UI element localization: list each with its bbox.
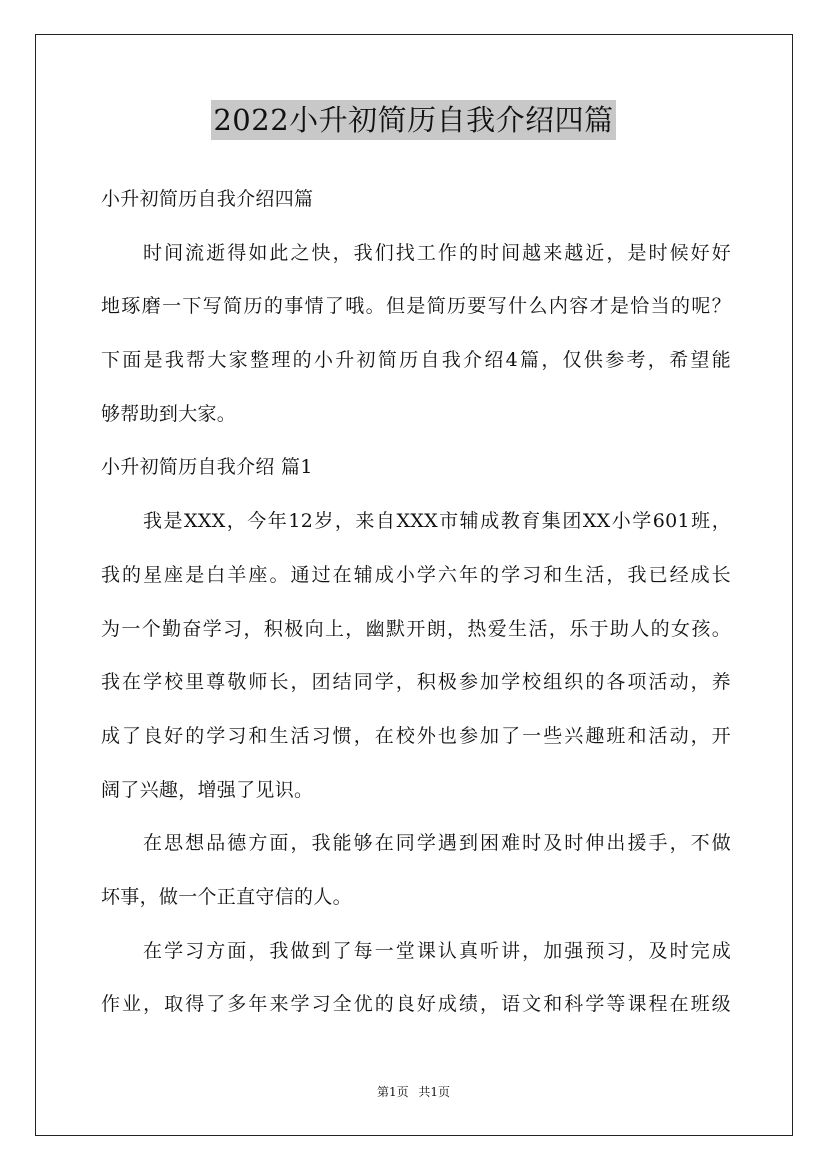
text-line: 阔了兴趣，增强了见识。: [101, 778, 314, 801]
page-footer: [0, 1084, 827, 1100]
text-line: 地琢磨一下写简历的事情了哦。但是简历要写什么内容才是恰当的呢？: [101, 295, 731, 318]
title-container: [0, 100, 827, 140]
text-line: 够帮助到大家。: [101, 402, 237, 425]
text-line: 我在学校里尊敬师长，团结同学，积极参加学校组织的各项活动，养: [101, 671, 731, 694]
document-title: 2022小升初简历自我介绍四篇: [211, 100, 615, 140]
text-line: 作业，取得了多年来学习全优的良好成绩，语文和科学等课程在班级: [101, 993, 731, 1016]
page-total: 共1页: [418, 1085, 451, 1099]
text-line: 小升初简历自我介绍 篇1: [101, 456, 313, 479]
text-line: 在学习方面，我做到了每一堂课认真听讲，加强预习，及时完成: [143, 939, 731, 962]
text-line: 我的星座是白羊座。通过在辅成小学六年的学习和生活，我已经成长: [101, 563, 731, 586]
text-line: 我是XXX，今年12岁，来自XXX市辅成教育集团XX小学601班，: [143, 510, 731, 533]
document-body: [101, 173, 731, 1032]
text-line: 为一个勤奋学习，积极向上，幽默开朗，热爱生活，乐于助人的女孩。: [101, 617, 731, 640]
text-line: 成了良好的学习和生活习惯，在校外也参加了一些兴趣班和活动，开: [101, 724, 731, 747]
text-line: 下面是我帮大家整理的小升初简历自我介绍4篇，仅供参考，希望能: [101, 349, 731, 372]
text-line: 坏事，做一个正直守信的人。: [101, 885, 352, 908]
text-line: 时间流逝得如此之快，我们找工作的时间越来越近，是时候好好: [143, 241, 731, 264]
page-number: 第1页: [376, 1085, 409, 1099]
text-line: 在思想品德方面，我能够在同学遇到困难时及时伸出援手，不做: [143, 832, 731, 855]
text-line: 小升初简历自我介绍四篇: [101, 188, 314, 210]
